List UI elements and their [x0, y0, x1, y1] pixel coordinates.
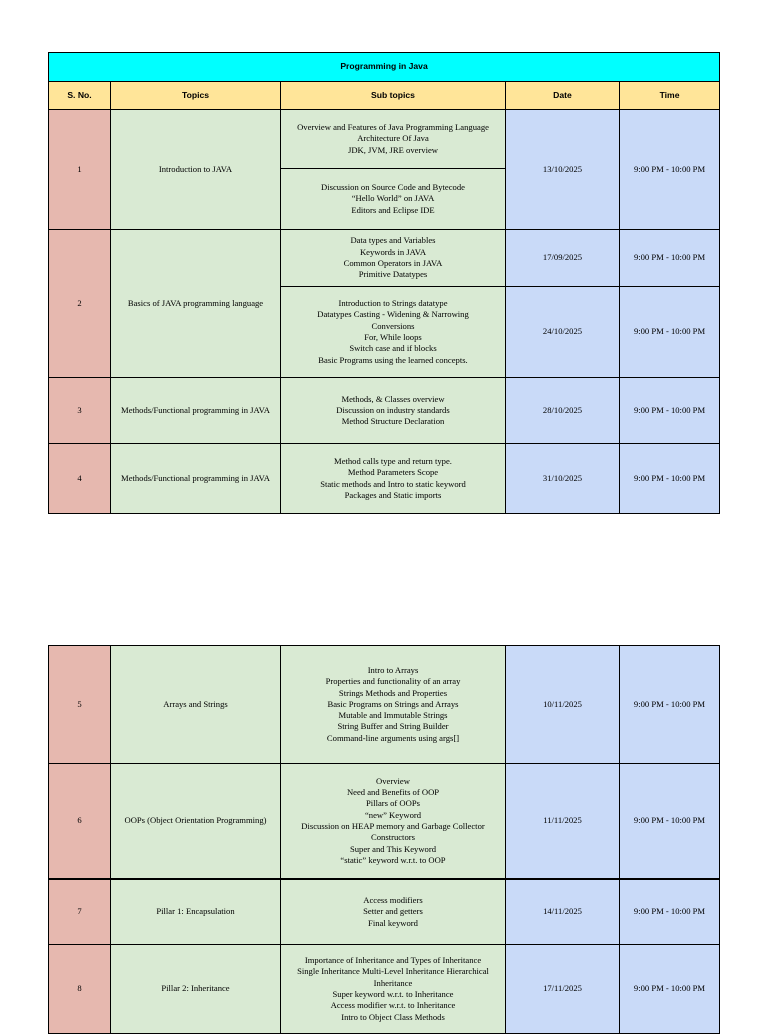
subtopic-line: String Buffer and String Builder: [337, 721, 449, 732]
table-row: [49, 764, 720, 880]
subtopic-line: Strings Methods and Properties: [338, 687, 448, 698]
subtopic-line: Single Inheritance Multi-Level Inheritance Hierarchical: [297, 966, 489, 977]
serial-number: 4: [49, 444, 111, 514]
table-row: [49, 646, 720, 764]
serial-number: 7: [49, 879, 111, 945]
subtopic-line: Method Parameters Scope: [347, 467, 439, 478]
subtopic-line: Datatypes Casting - Widening & Narrowing: [317, 309, 469, 320]
topic: Arrays and Strings: [111, 646, 281, 764]
topic: Methods/Functional programming in JAVA: [111, 378, 281, 444]
header-time: Time: [620, 82, 720, 110]
topic: Pillar 1: Encapsulation: [111, 879, 281, 945]
header-date: Date: [506, 82, 620, 110]
subtopic-line: Super and This Keyword: [349, 843, 436, 854]
time: 9:00 PM - 10:00 PM: [620, 378, 720, 444]
date: 11/11/2025: [506, 764, 620, 880]
time: 9:00 PM - 10:00 PM: [620, 287, 720, 378]
subtopic-line: Constructors: [371, 832, 415, 843]
date: 31/10/2025: [506, 444, 620, 514]
subtopic-line: “new” Keyword: [364, 809, 422, 820]
subtopics: [281, 444, 506, 514]
subtopic-line: Introduction to Strings datatype: [338, 298, 448, 309]
subtopic-line: Switch case and if blocks: [349, 343, 437, 354]
date: 24/10/2025: [506, 287, 620, 378]
subtopic-line: Basic Programs using the learned concepts.: [318, 354, 468, 365]
subtopic-line: Discussion on Source Code and Bytecode: [321, 182, 465, 193]
subtopics: [281, 646, 506, 764]
serial-number: 3: [49, 378, 111, 444]
subtopic-line: Packages and Static imports: [344, 489, 442, 500]
topic: Basics of JAVA programming language: [111, 230, 281, 378]
subtopics: [281, 879, 506, 945]
schedule-table-2: [48, 645, 720, 1034]
header-topics: Topics: [111, 82, 281, 110]
serial-number: 2: [49, 230, 111, 378]
subtopic-line: “Hello World” on JAVA: [351, 193, 435, 204]
topic: Introduction to JAVA: [111, 110, 281, 230]
subtopic-line: Access modifier w.r.t. to Inheritance: [330, 1000, 456, 1011]
serial-number: 6: [49, 764, 111, 880]
subtopic-line: Keywords in JAVA: [359, 246, 427, 257]
subtopic-line: Architecture Of Java: [357, 133, 429, 144]
subtopics: [281, 230, 506, 287]
subtopics: [281, 110, 506, 169]
subtopic-line: Method calls type and return type.: [334, 455, 452, 466]
subtopics: [281, 287, 506, 378]
header-sno: S. No.: [49, 82, 111, 110]
time: 9:00 PM - 10:00 PM: [620, 764, 720, 880]
subtopic-line: Intro to Arrays: [367, 664, 419, 675]
time: 9:00 PM - 10:00 PM: [620, 646, 720, 764]
date: 14/11/2025: [506, 879, 620, 945]
subtopic-line: Overview and Features of Java Programming Language: [297, 122, 489, 133]
subtopic-line: Discussion on industry standards: [336, 404, 450, 415]
subtopic-line: Methods, & Classes overview: [341, 393, 445, 404]
subtopic-line: Static methods and Intro to static keyword: [320, 478, 466, 489]
subtopic-line: Basic Programs on Strings and Arrays: [327, 698, 459, 709]
date: 13/10/2025: [506, 110, 620, 230]
topic: Pillar 2: Inheritance: [111, 945, 281, 1034]
subtopics: [281, 764, 506, 880]
table-row: [49, 945, 720, 1034]
subtopic-line: Method Structure Declaration: [341, 416, 445, 427]
table-row: [49, 879, 720, 945]
subtopic-line: Primitive Datatypes: [358, 269, 428, 280]
time: 9:00 PM - 10:00 PM: [620, 110, 720, 230]
date: 17/09/2025: [506, 230, 620, 287]
table-title: Programming in Java: [49, 53, 720, 82]
subtopic-line: Conversions: [371, 320, 415, 331]
subtopic-line: Editors and Eclipse IDE: [351, 204, 435, 215]
subtopics: [281, 169, 506, 230]
topic: OOPs (Object Orientation Programming): [111, 764, 281, 880]
subtopic-line: Need and Benefits of OOP: [346, 787, 440, 798]
time: 9:00 PM - 10:00 PM: [620, 945, 720, 1034]
subtopic-line: Mutable and Immutable Strings: [338, 710, 448, 721]
subtopic-line: Setter and getters: [363, 906, 423, 917]
subtopics: [281, 945, 506, 1034]
subtopic-line: Importance of Inheritance and Types of Inheritance: [304, 955, 482, 966]
date: 28/10/2025: [506, 378, 620, 444]
subtopic-line: “static” keyword w.r.t. to OOP: [340, 854, 446, 865]
subtopic-line: For, While loops: [364, 332, 422, 342]
table-row: [49, 230, 720, 287]
subtopic-line: Intro to Object Class Methods: [341, 1011, 445, 1022]
serial-number: 8: [49, 945, 111, 1034]
subtopic-line: Super keyword w.r.t. to Inheritance: [332, 989, 454, 999]
subtopic-line: JDK, JVM, JRE overview: [348, 144, 438, 155]
serial-number: 1: [49, 110, 111, 230]
table-row: [49, 110, 720, 169]
subtopics: [281, 378, 506, 444]
subtopic-line: Discussion on HEAP memory and Garbage Collector: [301, 821, 485, 831]
time: 9:00 PM - 10:00 PM: [620, 230, 720, 287]
time: 9:00 PM - 10:00 PM: [620, 444, 720, 514]
subtopic-line: Pillars of OOPs: [366, 798, 420, 809]
subtopic-line: Properties and functionality of an array: [325, 676, 461, 687]
subtopic-line: Command-line arguments using args[]: [326, 732, 460, 743]
header-subtopics: Sub topics: [281, 82, 506, 110]
table-row: [49, 444, 720, 514]
table-row: [49, 378, 720, 444]
topic: Methods/Functional programming in JAVA: [111, 444, 281, 514]
subtopic-line: Common Operators in JAVA: [343, 258, 443, 268]
subtopic-line: Inheritance: [373, 977, 413, 988]
time: 9:00 PM - 10:00 PM: [620, 879, 720, 945]
serial-number: 5: [49, 646, 111, 764]
date: 10/11/2025: [506, 646, 620, 764]
schedule-table-1: [48, 52, 720, 514]
date: 17/11/2025: [506, 945, 620, 1034]
subtopic-line: Access modifiers: [363, 895, 423, 906]
subtopic-line: Final keyword: [368, 917, 418, 928]
subtopic-line: Overview: [376, 775, 410, 786]
subtopic-line: Data types and Variables: [350, 235, 436, 246]
